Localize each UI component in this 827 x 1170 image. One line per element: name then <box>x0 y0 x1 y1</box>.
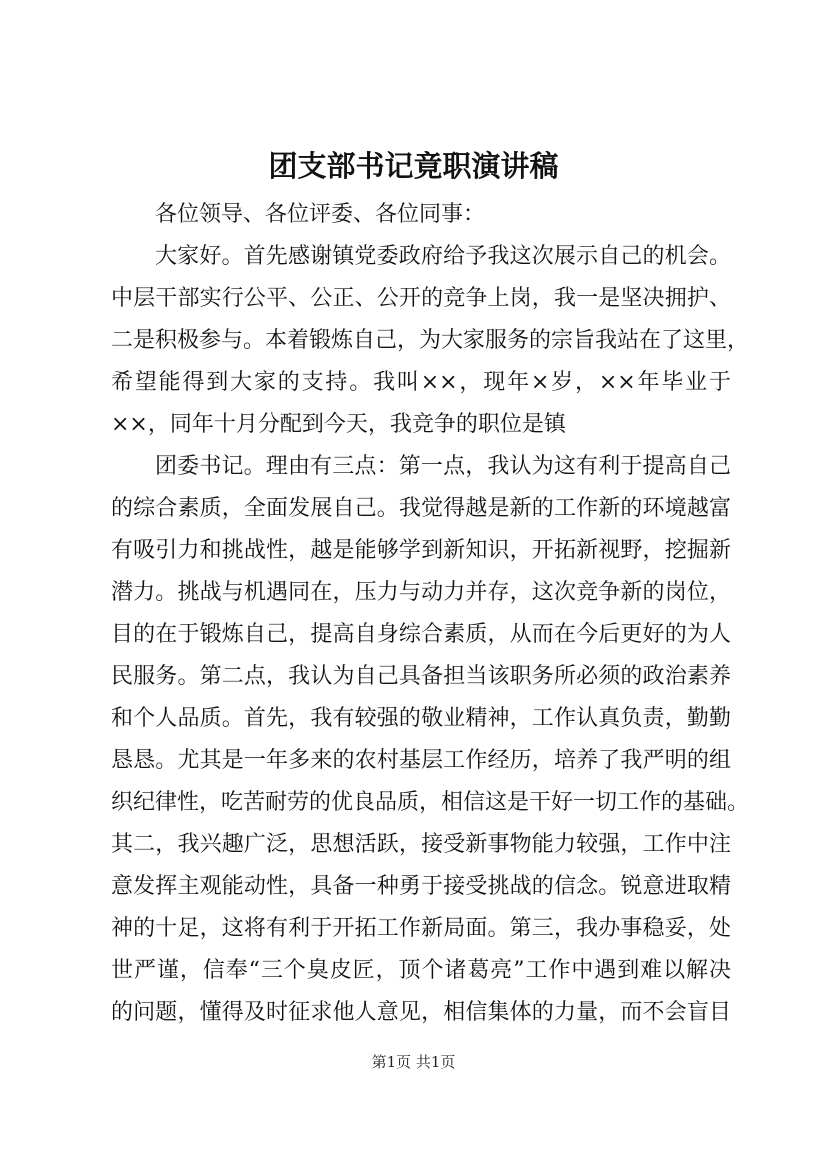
body-line: 神的十足，这将有利于开拓工作新局面。第三，我办事稳妥，处 <box>111 916 731 941</box>
body-line: 民服务。第二点，我认为自己具备担当该职务所必须的政治素养 <box>111 664 731 689</box>
salutation-line: 各位领导、各位评委、各位同事： <box>155 202 486 227</box>
document-title: 团支部书记竟职演讲稿 <box>268 149 559 183</box>
body-line: 的问题，懂得及时征求他人意见，相信集体的力量，而不会盲目 <box>111 1000 731 1025</box>
body-line: 希望能得到大家的支持。我叫××，现年×岁，××年毕业于 <box>111 370 731 395</box>
body-line: 意发挥主观能动性，具备一种勇于接受挑战的信念。锐意进取精 <box>111 874 731 899</box>
body-line: 织纪律性，吃苦耐劳的优良品质，相信这是干好一切工作的基础。 <box>111 790 750 815</box>
document-body <box>111 194 750 1034</box>
body-line: 世严谨，信奉“三个臭皮匠，顶个诸葛亮”工作中遇到难以解决 <box>111 958 731 983</box>
body-line: 大家好。首先感谢镇党委政府给予我这次展示自己的机会。 <box>155 244 731 269</box>
body-line: 的综合素质，全面发展自己。我觉得越是新的工作新的环境越富 <box>111 496 731 521</box>
body-line: 二是积极参与。本着锻炼自己，为大家服务的宗旨我站在了这里， <box>111 328 750 353</box>
body-line: 潜力。挑战与机遇同在，压力与动力并存，这次竞争新的岗位， <box>111 580 731 605</box>
body-line: 有吸引力和挑战性，越是能够学到新知识，开拓新视野，挖掘新 <box>111 538 731 563</box>
body-line: 其二，我兴趣广泛，思想活跃，接受新事物能力较强，工作中注 <box>111 832 731 857</box>
body-line: 和个人品质。首先，我有较强的敬业精神，工作认真负责，勤勤 <box>111 706 731 731</box>
body-line: 团委书记。理由有三点：第一点，我认为这有利于提高自己 <box>155 454 731 479</box>
body-line: 目的在于锻炼自己，提高自身综合素质，从而在今后更好的为人 <box>111 622 731 647</box>
page-footer: 第1页 共1页 <box>371 1053 456 1071</box>
body-line: 中层干部实行公平、公正、公开的竞争上岗，我一是坚决拥护、 <box>111 286 731 311</box>
body-line: ××，同年十月分配到今天，我竞争的职位是镇 <box>111 412 566 437</box>
body-line: 恳恳。尤其是一年多来的农村基层工作经历，培养了我严明的组 <box>111 748 731 773</box>
